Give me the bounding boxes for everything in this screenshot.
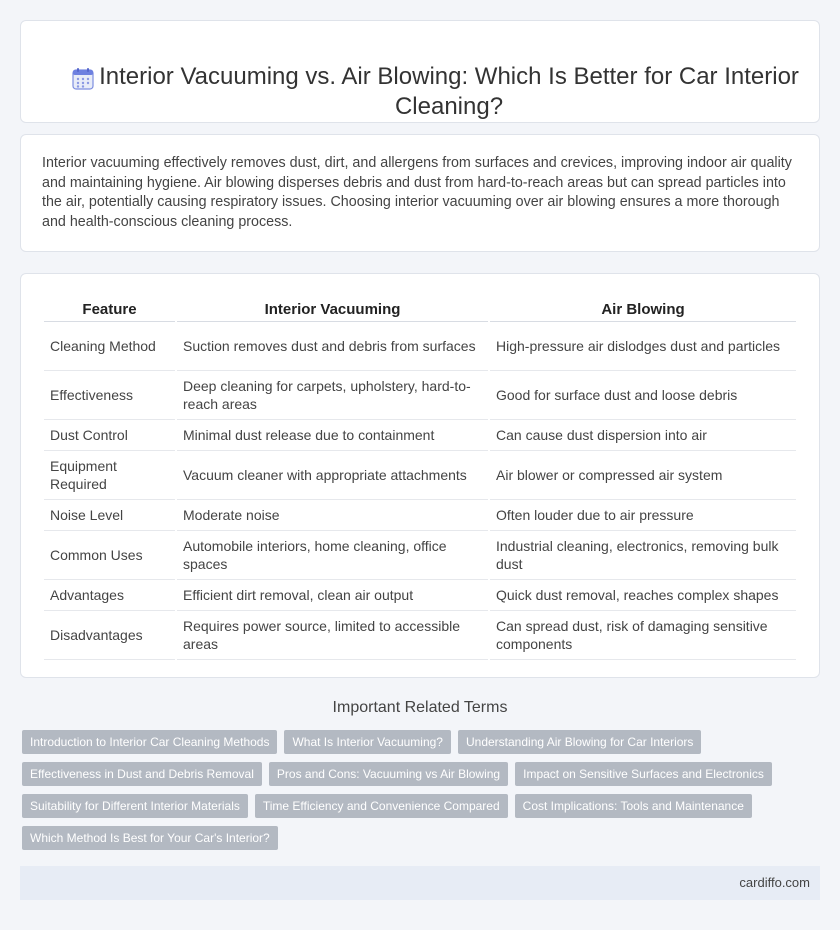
header-interior-vacuuming: Interior Vacuuming: [177, 296, 488, 322]
related-tag[interactable]: Which Method Is Best for Your Car's Interior?: [22, 826, 278, 850]
cell-vacuuming: Efficient dirt removal, clean air output: [177, 580, 488, 611]
table-row: [44, 371, 796, 420]
cell-vacuuming: Automobile interiors, home cleaning, office spaces: [177, 531, 488, 580]
cell-feature: Disadvantages: [44, 611, 175, 660]
cell-vacuuming: Suction removes dust and debris from surfaces: [177, 322, 488, 371]
cell-feature: Common Uses: [44, 531, 175, 580]
header-feature: Feature: [44, 296, 175, 322]
page-title: Interior Vacuuming vs. Air Blowing: Which Is Better for Car Interior Cleaning?: [99, 63, 799, 120]
table-header-row: [44, 296, 796, 322]
cell-air-blowing: Often louder due to air pressure: [490, 500, 796, 531]
related-tag[interactable]: Cost Implications: Tools and Maintenance: [515, 794, 752, 818]
cell-air-blowing: Can spread dust, risk of damaging sensitive components: [490, 611, 796, 660]
cell-feature: Effectiveness: [44, 371, 175, 420]
comparison-table: [42, 296, 798, 660]
related-terms-title: Important Related Terms: [332, 699, 508, 716]
related-tag[interactable]: What Is Interior Vacuuming?: [284, 730, 451, 754]
related-terms-tags: [22, 730, 818, 850]
table-row: [44, 500, 796, 531]
related-tag[interactable]: Introduction to Interior Car Cleaning Methods: [22, 730, 277, 754]
cell-feature: Dust Control: [44, 420, 175, 451]
calendar-icon: [71, 67, 95, 91]
cell-vacuuming: Moderate noise: [177, 500, 488, 531]
cell-feature: Advantages: [44, 580, 175, 611]
table-row: [44, 322, 796, 371]
table-row: [44, 611, 796, 660]
cell-vacuuming: Deep cleaning for carpets, upholstery, hard-to-reach areas: [177, 371, 488, 420]
cell-air-blowing: Quick dust removal, reaches complex shapes: [490, 580, 796, 611]
related-tag[interactable]: Pros and Cons: Vacuuming vs Air Blowing: [269, 762, 508, 786]
table-row: [44, 531, 796, 580]
intro-text: Interior vacuuming effectively removes dust, dirt, and allergens from surfaces and crevices, improving indoor air quality and maintaining hygiene. Air blowing disperses debris and dust from hard-to-reach areas but can spread particles into the air, potentially causing respiratory issues. Choosing interior vacuuming over air blowing ensures a more thorough and health-conscious cleaning process.: [42, 155, 792, 230]
cell-air-blowing: Good for surface dust and loose debris: [490, 371, 796, 420]
cell-feature: Noise Level: [44, 500, 175, 531]
cell-air-blowing: Air blower or compressed air system: [490, 451, 796, 500]
comparison-table-card: [20, 273, 820, 678]
header-air-blowing: Air Blowing: [490, 296, 796, 322]
title-card: [20, 20, 820, 123]
table-row: [44, 420, 796, 451]
cell-feature: Equipment Required: [44, 451, 175, 500]
intro-card: [20, 134, 820, 252]
cell-air-blowing: High-pressure air dislodges dust and particles: [490, 322, 796, 371]
related-tag[interactable]: Impact on Sensitive Surfaces and Electronics: [515, 762, 772, 786]
related-tag[interactable]: Understanding Air Blowing for Car Interiors: [458, 730, 701, 754]
related-tag[interactable]: Effectiveness in Dust and Debris Removal: [22, 762, 262, 786]
cell-feature: Cleaning Method: [44, 322, 175, 371]
table-row: [44, 580, 796, 611]
cell-vacuuming: Vacuum cleaner with appropriate attachments: [177, 451, 488, 500]
footer-site-link[interactable]: cardiffo.com: [739, 875, 810, 890]
cell-vacuuming: Minimal dust release due to containment: [177, 420, 488, 451]
cell-air-blowing: Industrial cleaning, electronics, removing bulk dust: [490, 531, 796, 580]
footer: [20, 866, 820, 900]
cell-air-blowing: Can cause dust dispersion into air: [490, 420, 796, 451]
table-row: [44, 451, 796, 500]
related-tag[interactable]: Time Efficiency and Convenience Compared: [255, 794, 508, 818]
related-tag[interactable]: Suitability for Different Interior Materials: [22, 794, 248, 818]
cell-vacuuming: Requires power source, limited to accessible areas: [177, 611, 488, 660]
